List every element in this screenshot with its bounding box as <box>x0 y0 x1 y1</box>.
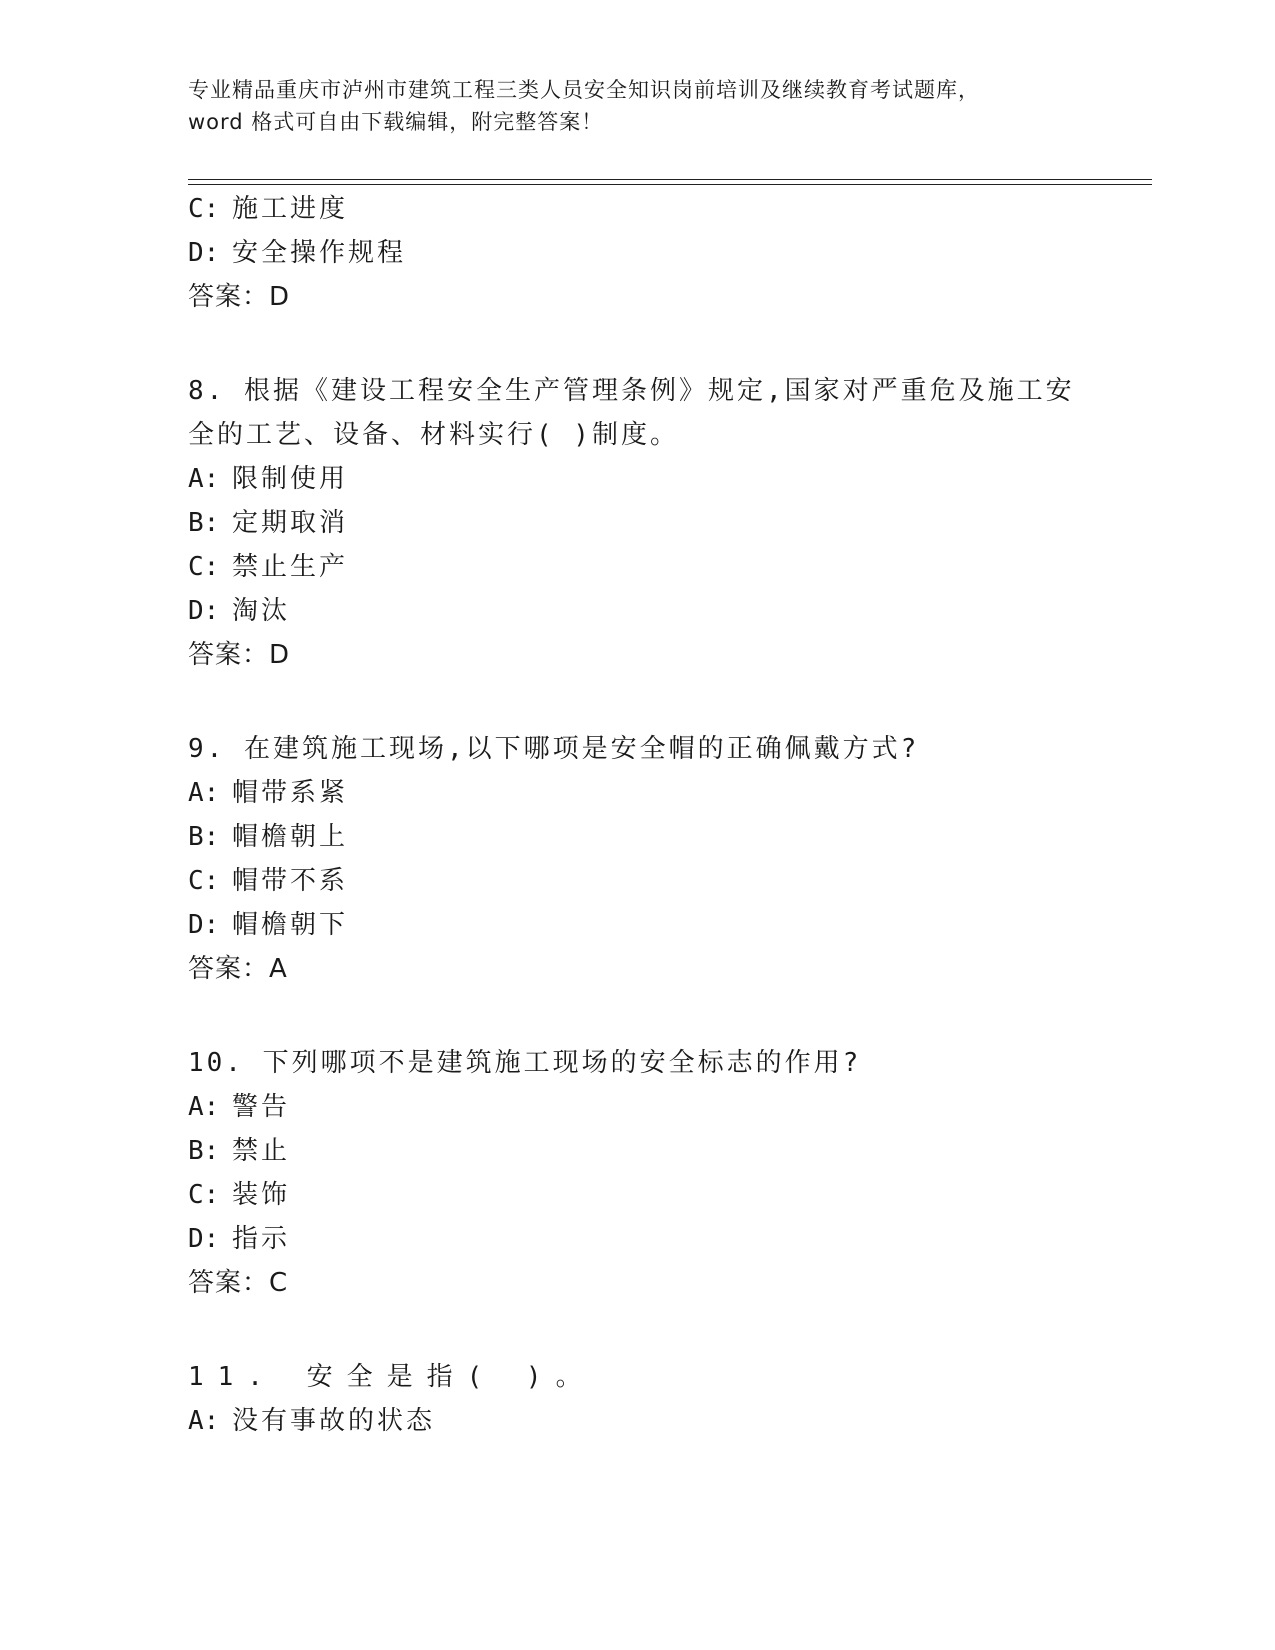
option-text: 指示 <box>232 1224 291 1254</box>
q8-option-a <box>188 462 348 496</box>
option-key: C: <box>188 1180 220 1210</box>
q8-option-d <box>188 594 290 628</box>
option-text: 警告 <box>232 1092 291 1122</box>
option-key: D: <box>188 596 220 626</box>
q9-option-a <box>188 776 348 810</box>
q10-option-d <box>188 1222 290 1256</box>
option-text: 帽带不系 <box>232 866 349 896</box>
q7-answer: 答案：D <box>188 282 291 312</box>
q11-question-line-1: 11. 安全是指( )。 <box>188 1362 596 1392</box>
option-key: B: <box>188 1136 220 1166</box>
header-divider-bottom <box>188 184 1152 185</box>
option-key: A: <box>188 1406 220 1436</box>
q9-option-d <box>188 908 348 942</box>
option-key: A: <box>188 464 220 494</box>
q8-question-line-2: 全的工艺、设备、材料实行( )制度。 <box>188 420 679 450</box>
option-key: C: <box>188 194 220 224</box>
q9-answer: 答案：A <box>188 954 288 984</box>
option-text: 禁止生产 <box>232 552 349 582</box>
q10-question-line-1: 10. 下列哪项不是建筑施工现场的安全标志的作用? <box>188 1048 862 1078</box>
option-key: D: <box>188 238 220 268</box>
option-text: 没有事故的状态 <box>232 1406 436 1436</box>
option-text: 帽带系紧 <box>232 778 349 808</box>
q8-option-c <box>188 550 348 584</box>
q8-option-b <box>188 506 348 540</box>
q10-answer: 答案：C <box>188 1268 289 1298</box>
q8-question-line-1: 8. 根据《建设工程安全生产管理条例》规定,国家对严重危及施工安 <box>188 376 1075 406</box>
option-key: B: <box>188 822 220 852</box>
option-key: B: <box>188 508 220 538</box>
document-header <box>188 74 1088 138</box>
option-key: C: <box>188 552 220 582</box>
option-text: 帽檐朝上 <box>232 822 349 852</box>
option-key: D: <box>188 910 220 940</box>
option-text: 限制使用 <box>232 464 349 494</box>
q10-option-c <box>188 1178 290 1212</box>
header-line-1: 专业精品重庆市泸州市建筑工程三类人员安全知识岗前培训及继续教育考试题库， <box>188 78 980 102</box>
q9-option-c <box>188 864 348 898</box>
q11-option-a <box>188 1404 435 1438</box>
q10-option-a <box>188 1090 290 1124</box>
q9-option-b <box>188 820 348 854</box>
option-text: 定期取消 <box>232 508 349 538</box>
option-text: 禁止 <box>232 1136 291 1166</box>
option-text: 施工进度 <box>232 194 349 224</box>
q7-option-c <box>188 192 348 226</box>
option-text: 装饰 <box>232 1180 291 1210</box>
header-line-2: word 格式可自由下载编辑，附完整答案！ <box>188 110 604 134</box>
header-divider-top <box>188 179 1152 180</box>
option-key: C: <box>188 866 220 896</box>
q7-option-d <box>188 236 406 270</box>
option-text: 帽檐朝下 <box>232 910 349 940</box>
option-key: D: <box>188 1224 220 1254</box>
q8-answer: 答案：D <box>188 640 291 670</box>
q9-question-line-1: 9. 在建筑施工现场,以下哪项是安全帽的正确佩戴方式? <box>188 734 920 764</box>
q10-option-b <box>188 1134 290 1168</box>
option-key: A: <box>188 778 220 808</box>
option-key: A: <box>188 1092 220 1122</box>
option-text: 安全操作规程 <box>232 238 407 268</box>
option-text: 淘汰 <box>232 596 291 626</box>
